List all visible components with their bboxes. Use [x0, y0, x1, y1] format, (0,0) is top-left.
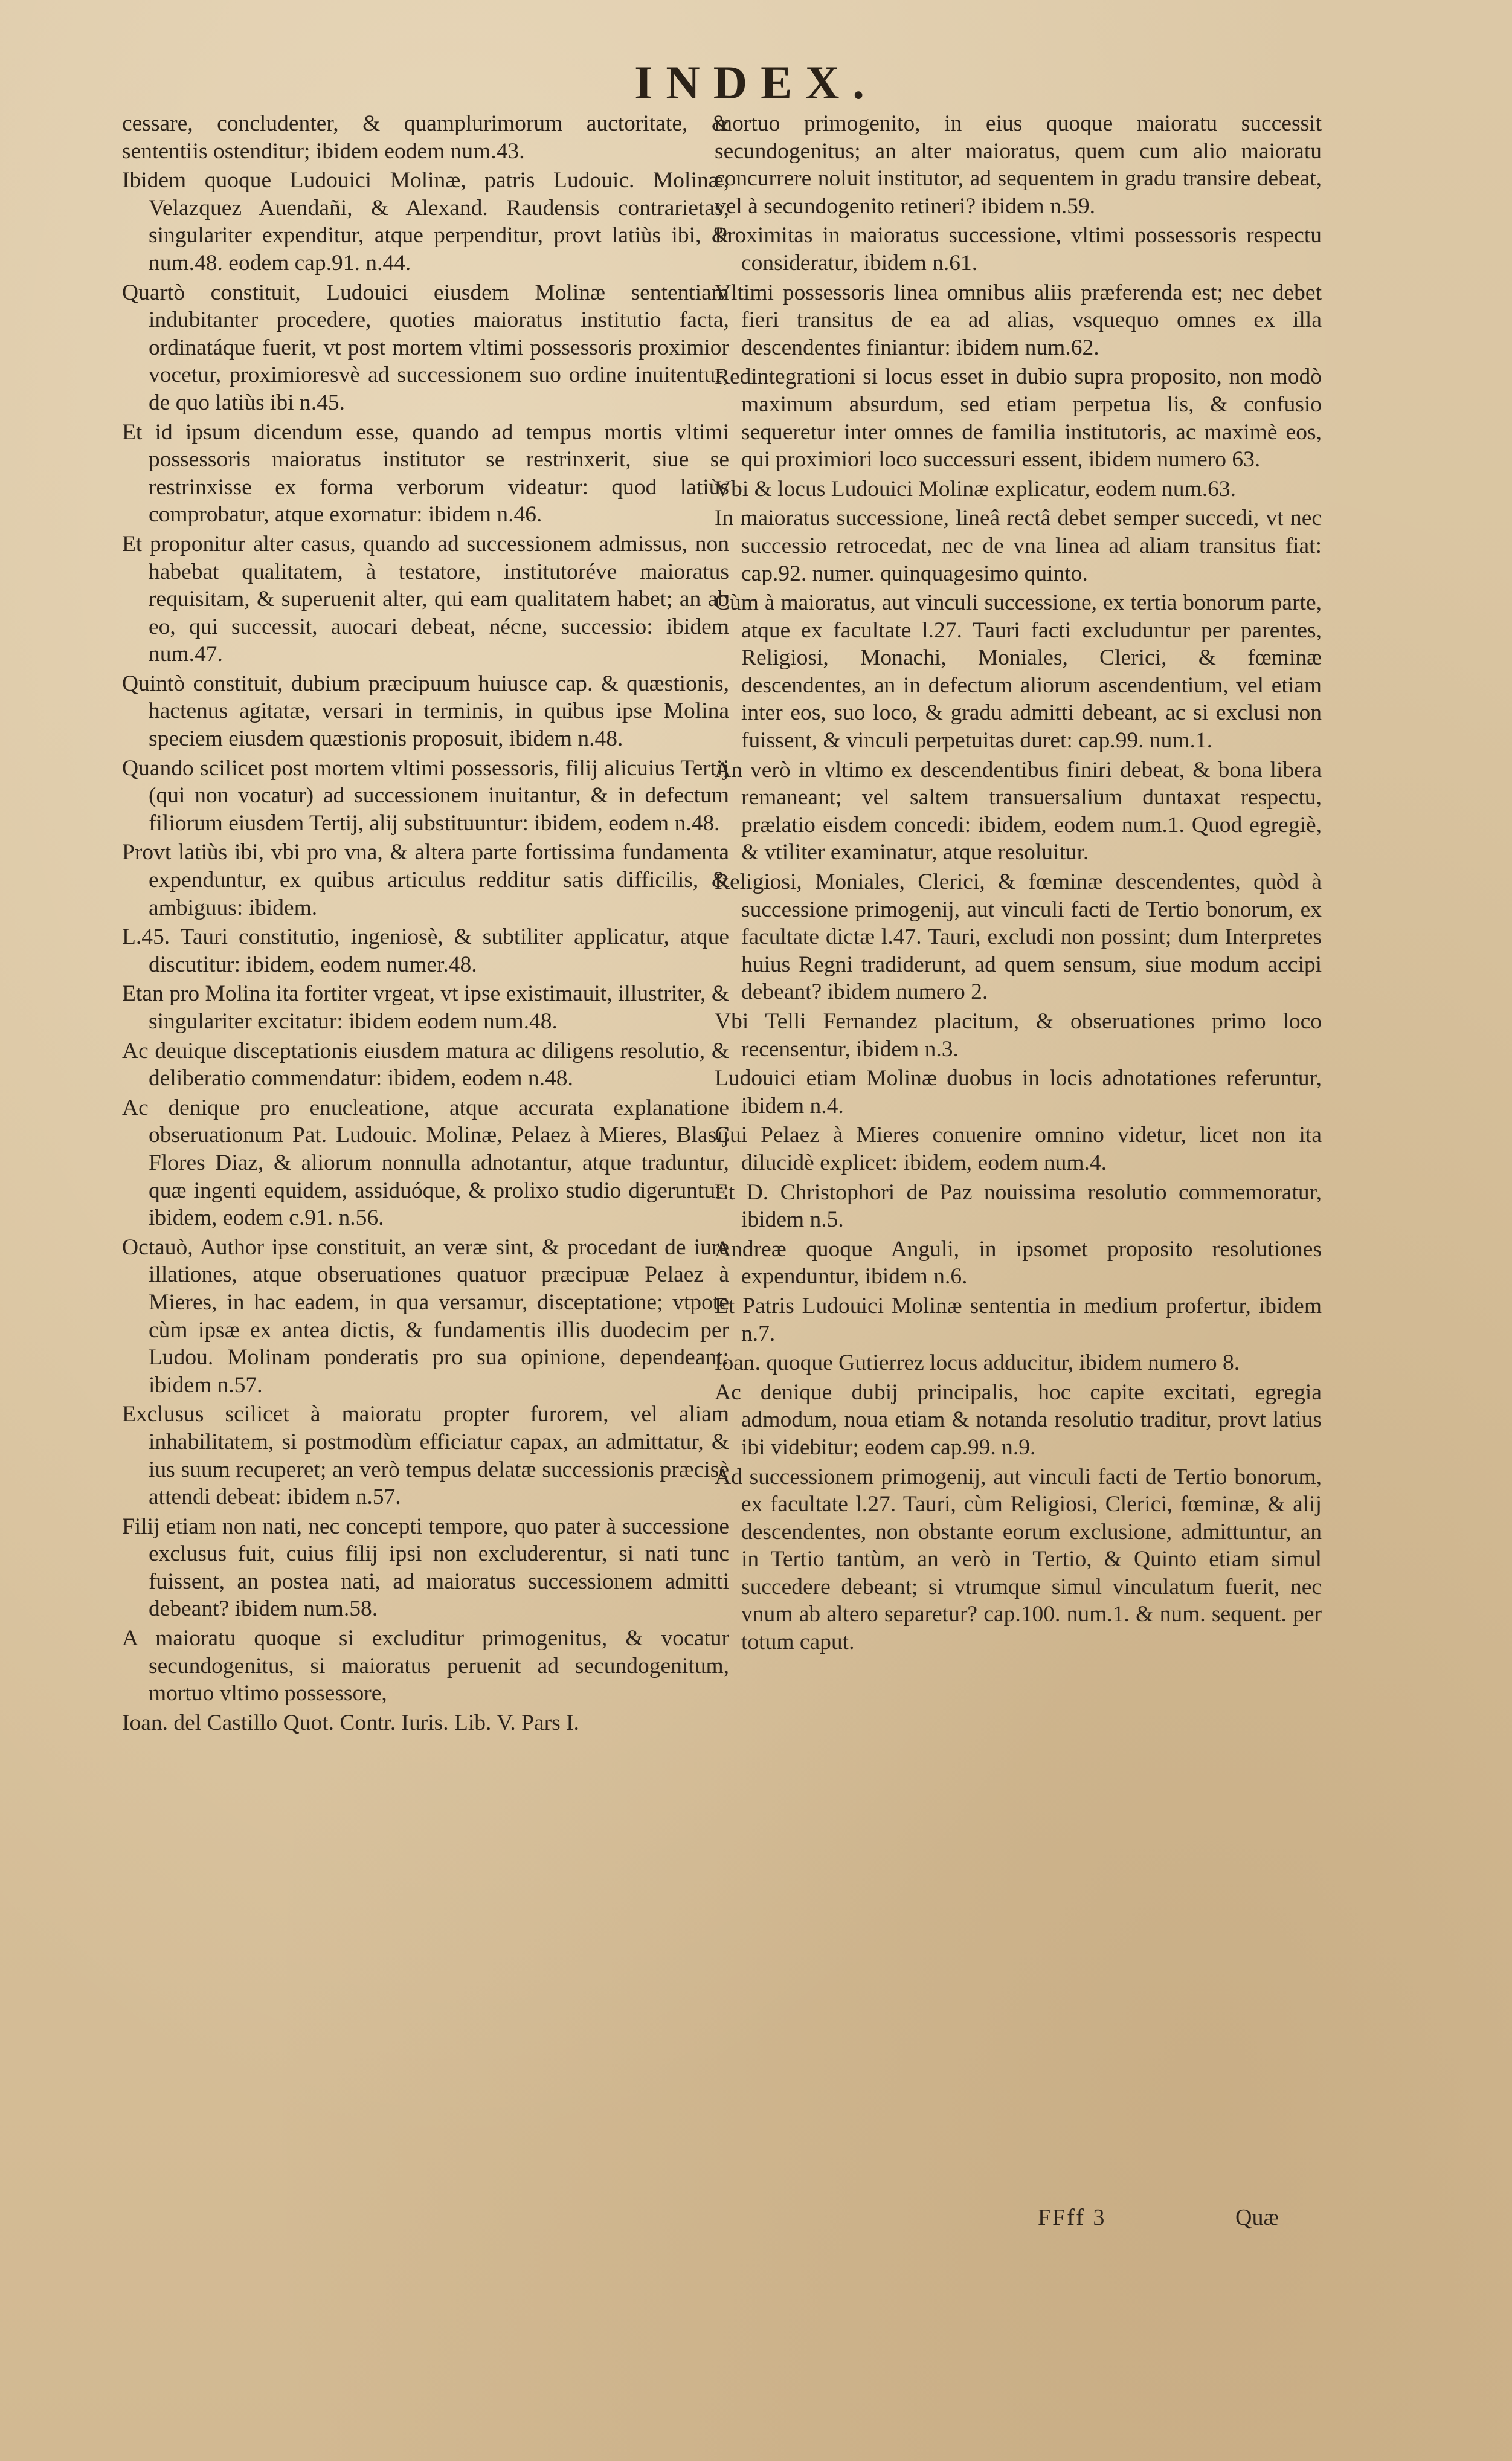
index-entry: Vltimi possessoris linea omnibus aliis præferenda est; nec debet fieri transitus de ea ad alias, vsquequo omnes ex illa descendentes finiantur: ibidem num.62. — [715, 280, 1322, 360]
catchword: Quæ — [1235, 2205, 1279, 2230]
index-entry: Vbi Telli Fernandez placitum, & obseruationes primo loco recensentur, ibidem n.3. — [715, 1009, 1322, 1062]
index-entry: Provt latiùs ibi, vbi pro vna, & altera parte fortissima fundamenta expenduntur, ex quibus articulus redditur satis difficilis, & ambiguus: ibidem. — [122, 840, 729, 920]
index-entry: Ioan. quoque Gutierrez locus adducitur, ibidem numero 8. — [715, 1350, 1240, 1376]
index-entry: Etan pro Molina ita fortiter vrgeat, vt ipse existimauit, illustriter, & singulariter excitatur: ibidem eodem num.48. — [122, 981, 729, 1034]
index-entry: Redintegrationi si locus esset in dubio supra proposito, non modò maximum absurdum, sed etiam perpetua lis, & confusio sequeretur inter omnes de familia institutoris, ac maximè eos, qui proximiori loco successuri essent, ibidem numero 63. — [715, 364, 1322, 473]
index-entry: Proximitas in maioratus successione, vltimi possessoris respectu consideratur, ibidem n.61. — [715, 223, 1322, 276]
index-entry: mortuo primogenito, in eius quoque maioratu successit secundogenitus; an alter maioratus, quem cum alio maioratu concurrere noluit institutor, ad sequentem in gradu transire debeat, vel à secundogenito retineri? ibidem n.59. — [715, 111, 1322, 219]
index-entry: Exclusus scilicet à maioratu propter furorem, vel aliam inhabilitatem, si postmodùm efficiatur capax, an admittatur, & ius suum recuperet; an verò tempus delatæ successionis præcisè attendi debeat: ibidem n.57. — [122, 1402, 729, 1510]
signature-mark: FFff 3 — [1038, 2205, 1107, 2230]
index-entry: Quando scilicet post mortem vltimi possessoris, filij alicuius Tertij (qui non vocatur) ad successionem inuitantur, & in defectum filiorum eiusdem Tertij, alij substituuntur: ibidem, eodem n.48. — [122, 755, 729, 836]
page-title: INDEX. — [634, 56, 878, 109]
index-column-right — [715, 110, 1322, 1658]
index-entry: Ac deuique disceptationis eiusdem matura ac diligens resolutio, & deliberatio commendatur: ibidem, eodem n.48. — [122, 1038, 729, 1091]
index-entry: Octauò, Author ipse constituit, an veræ sint, & procedant de iure illationes, atque obseruationes quatuor præcipuæ Pelaez à Mieres, in hac eadem, in qua versamur, disceptatione; vtpote cùm ipsæ ex antea dictis, & fundamentis illis duodecim per Ludou. Molinam ponderatis pro sua opinione, dependeant: ibidem n.57. — [122, 1234, 729, 1398]
index-entry: Et id ipsum dicendum esse, quando ad tempus mortis vltimi possessoris maioratus institutor se restrinxerit, siue se restrinxisse ex forma verborum videatur: quod latiùs comprobatur, atque exornatur: ibidem n.46. — [122, 419, 729, 527]
index-entry: Ac denique pro enucleatione, atque accurata explanatione obseruationum Pat. Ludouic. Molinæ, Pelaez à Mieres, Blasij Flores Diaz, & aliorum nonnulla adnotantur, atque traduntur, quæ ingenti equidem, assiduóque, & prolixo studio digeruntur: ibidem, eodem c.91. n.56. — [122, 1095, 729, 1231]
index-entry: In maioratus successione, lineâ rectâ debet semper succedi, vt nec successio retrocedat, nec de vna linea ad aliam transitus fiat: cap.92. numer. quinquagesimo quinto. — [715, 506, 1322, 586]
index-entry: Ioan. del Castillo Quot. Contr. Iuris. Lib. V. Pars I. — [122, 1710, 579, 1735]
index-entry: Quartò constituit, Ludouici eiusdem Molinæ sententiam indubitanter procedere, quoties maioratus institutio facta, ordinatáque fuerit, vt post mortem vltimi possessoris proximior vocetur, proximioresvè ad successionem suo ordine inuitentur; de quo latiùs ibi n.45. — [122, 280, 729, 415]
index-entry: Vbi & locus Ludouici Molinæ explicatur, eodem num.63. — [715, 476, 1236, 502]
index-column-left — [122, 110, 729, 1738]
index-entry: Ac denique dubij principalis, hoc capite excitati, egregia admodum, noua etiam & notanda resolutio traditur, provt latius ibi videbitur; eodem cap.99. n.9. — [715, 1379, 1322, 1460]
index-entry: Ibidem quoque Ludouici Molinæ, patris Ludouic. Molinæ, Velazquez Auendañi, & Alexand. Raudensis contrarietas, singulariter expenditur, atque perpenditur, provt latiùs ibi, & num.48. eodem cap.91. n.44. — [122, 168, 729, 276]
index-entry: An verò in vltimo ex descendentibus finiri debeat, & bona libera remaneant; vel saltem transuersalium duntaxat respectu, prælatio eisdem concedi: ibidem, eodem num.1. Quod egregiè, & vtiliter examinatur, atque resoluitur. — [715, 757, 1322, 865]
index-entry: Et Patris Ludouici Molinæ sententia in medium profertur, ibidem n.7. — [715, 1293, 1322, 1346]
index-entry: Et proponitur alter casus, quando ad successionem admissus, non habebat qualitatem, à testatore, institutoréve maioratus requisitam, & superuenit alter, qui eam qualitatem habet; an ab eo, qui successit, auocari debeat, nécne, successio: ibidem num.47. — [122, 531, 729, 667]
index-entry: cessare, concludenter, & quamplurimorum auctoritate, & sententiis ostenditur; ibidem eodem num.43. — [122, 111, 729, 164]
index-entry: L.45. Tauri constitutio, ingeniosè, & subtiliter applicatur, atque discutitur: ibidem, eodem numer.48. — [122, 924, 729, 977]
index-entry: Andreæ quoque Anguli, in ipsomet proposito resolutiones expenduntur, ibidem n.6. — [715, 1236, 1322, 1289]
index-entry: Cui Pelaez à Mieres conuenire omnino videtur, licet non ita dilucidè explicet: ibidem, eodem num.4. — [715, 1123, 1322, 1175]
index-entry: Ludouici etiam Molinæ duobus in locis adnotationes referuntur, ibidem n.4. — [715, 1066, 1322, 1118]
index-entry: Filij etiam non nati, nec concepti tempore, quo pater à successione exclusus fuit, cuius filij ipsi non excluderentur, si nati tunc fuissent, an postea nati, ad maioratus successionem admitti debeant? ibidem num.58. — [122, 1514, 729, 1622]
index-entry: Cùm à maioratus, aut vinculi successione, ex tertia bonorum parte, atque ex facultate l.27. Tauri facti excluduntur per parentes, Religiosi, Monachi, Moniales, Clerici, & fœminæ descendentes, an in defectum aliorum ascendentium, vel etiam inter eos, suo loco, & gradu admitti debeant, ac si exclusi non fuissent, & vinculi perpetuitas duret: cap.99. num.1. — [715, 590, 1322, 753]
index-entry: Ad successionem primogenij, aut vinculi facti de Tertio bonorum, ex facultate l.27. Tauri, cùm Religiosi, Clerici, fœminæ, & alij descendentes, non obstante eorum exclusione, admittuntur, an in Tertio tantùm, an verò in Tertio, & Quinto etiam simul succedere debeant; si vtrumque simul vinculatum fuerit, nec vnum ab altero separetur? cap.100. num.1. & num. sequent. per totum caput. — [715, 1464, 1322, 1655]
index-entry: Religiosi, Moniales, Clerici, & fœminæ descendentes, quòd à successione primogenij, aut vinculi facti de Tertio bonorum, ex facultate dictæ l.47. Tauri, excludi non possint; dum Interpretes huius Regni tradiderunt, ad quem sensum, siue modum accipi debeant? ibidem numero 2. — [715, 869, 1322, 1005]
index-entry: Quintò constituit, dubium præcipuum huiusce cap. & quæstionis, hactenus agitatæ, versari in terminis, in quibus ipse Molina speciem eiusdem quæstionis proposuit, ibidem n.48. — [122, 671, 729, 752]
index-entry: Et D. Christophori de Paz nouissima resolutio commemoratur, ibidem n.5. — [715, 1179, 1322, 1233]
index-entry: A maioratu quoque si excluditur primogenitus, & vocatur secundogenitus, si maioratus peruenit ad secundogenitum, mortuo vltimo possessore, — [122, 1626, 729, 1706]
